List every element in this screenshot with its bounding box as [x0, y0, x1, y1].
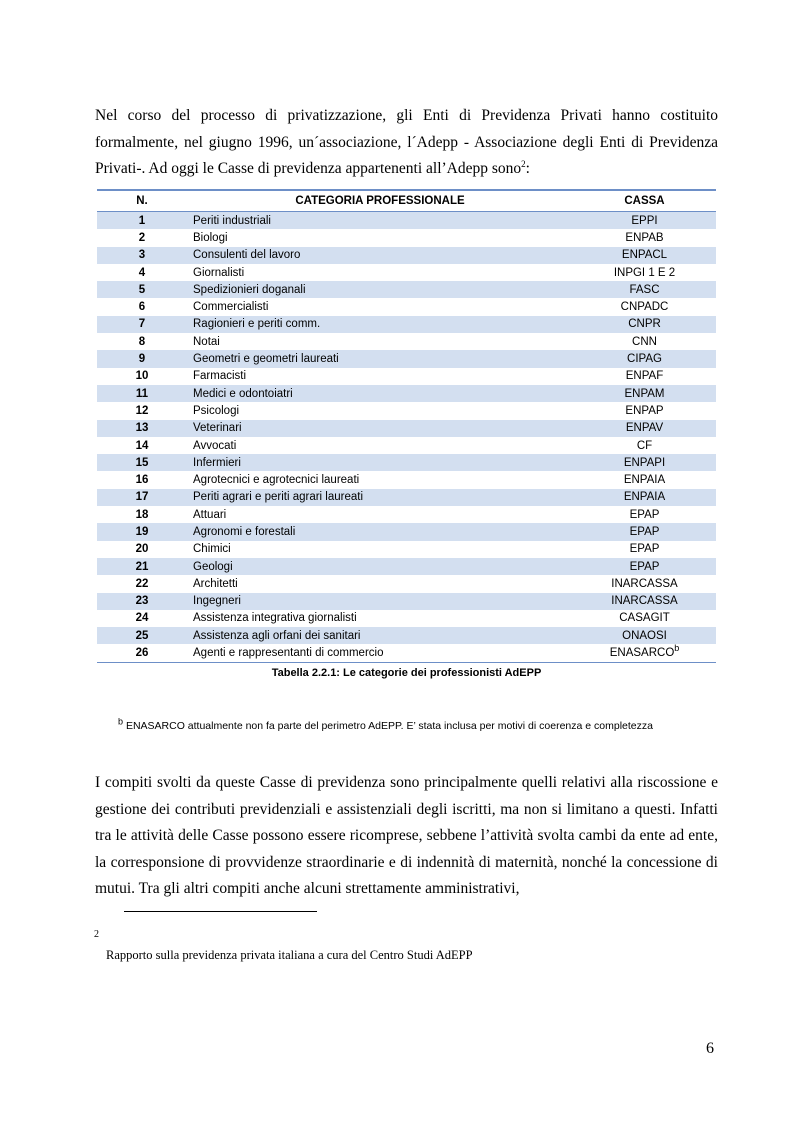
row-cassa-text: CASAGIT — [619, 612, 670, 625]
row-category: Psicologi — [193, 404, 240, 417]
footnote-number: 2 — [94, 929, 99, 940]
row-cassa-text: CIPAG — [627, 353, 662, 366]
table-note-mark: b — [118, 716, 124, 727]
footnote-separator — [124, 911, 317, 912]
table-row — [97, 420, 716, 437]
row-cassa — [573, 420, 716, 437]
row-cassa — [573, 471, 716, 488]
row-cassa — [573, 506, 716, 523]
row-category: Commercialisti — [193, 301, 269, 314]
table-row — [97, 316, 716, 333]
table-row — [97, 471, 716, 488]
table-row — [97, 212, 716, 230]
row-cassa — [573, 558, 716, 575]
footnote-text: Rapporto sulla previdenza privata italiana a cura del Centro Studi AdEPP — [106, 948, 473, 962]
row-cassa-text: ENPAM — [624, 387, 665, 400]
row-cassa-text: ENPAB — [625, 231, 664, 244]
row-category: Assistenza integrativa giornalisti — [193, 612, 357, 625]
row-cassa-text: ENPAF — [625, 370, 664, 383]
row-category: Agronomi e forestali — [193, 525, 296, 538]
row-cassa-text: EPAP — [629, 543, 660, 556]
row-cassa-text: CNN — [632, 335, 657, 348]
table-row — [97, 264, 716, 281]
row-number: 13 — [135, 422, 149, 435]
table-row — [97, 333, 716, 350]
row-cassa-text: FASC — [629, 283, 660, 296]
table-row — [97, 298, 716, 315]
row-category: Chimici — [193, 543, 231, 556]
table-row — [97, 506, 716, 523]
row-number: 22 — [135, 577, 149, 590]
row-cassa-text: EPPI — [631, 214, 658, 227]
table-row — [97, 402, 716, 419]
table-row — [97, 541, 716, 558]
categories-table — [97, 189, 716, 663]
header-category: CATEGORIA PROFESSIONALE — [187, 190, 573, 212]
row-cassa — [573, 541, 716, 558]
row-cassa — [573, 627, 716, 644]
row-cassa — [573, 575, 716, 592]
row-category: Giornalisti — [193, 266, 245, 279]
table-row — [97, 489, 716, 506]
row-number: 5 — [138, 283, 146, 296]
row-number: 18 — [135, 508, 149, 521]
row-number: 10 — [135, 370, 149, 383]
row-cassa — [573, 402, 716, 419]
intro-text: Nel corso del processo di privatizzazione, gli Enti di Previdenza Privati hanno costituito formalmente, nel giugno 1996, un´associazione, l´Adepp - Associazione degli Enti di Previdenza Privati-. Ad oggi le Casse di previdenza appartenenti all’Adepp sono — [95, 107, 718, 177]
page-number: 6 — [706, 1040, 714, 1057]
table-row — [97, 523, 716, 540]
table-row — [97, 385, 716, 402]
row-number: 7 — [138, 318, 146, 331]
table-header-row — [97, 190, 716, 212]
row-cassa — [573, 247, 716, 264]
table-row — [97, 281, 716, 298]
row-category: Notai — [193, 335, 220, 348]
row-cassa-text: EPAP — [629, 508, 660, 521]
table-row — [97, 454, 716, 471]
row-cassa — [573, 264, 716, 281]
row-category: Veterinari — [193, 422, 242, 435]
table-row — [97, 229, 716, 246]
row-category: Periti agrari e periti agrari laureati — [193, 491, 364, 504]
intro-paragraph — [95, 103, 718, 183]
row-number: 19 — [135, 525, 149, 538]
table-row — [97, 350, 716, 367]
table-row — [97, 593, 716, 610]
row-category: Geometri e geometri laureati — [193, 353, 339, 366]
row-category: Spedizionieri doganali — [193, 283, 306, 296]
row-cassa-text: INARCASSA — [611, 595, 678, 608]
row-cassa — [573, 333, 716, 350]
table-note — [118, 716, 738, 732]
row-category: Geologi — [193, 560, 233, 573]
table-row — [97, 627, 716, 644]
row-number: 16 — [135, 474, 149, 487]
table-row — [97, 558, 716, 575]
footnote-ref: 2 — [521, 158, 526, 169]
row-number: 4 — [138, 266, 146, 279]
table-row — [97, 247, 716, 264]
row-category: Periti industriali — [193, 214, 271, 227]
row-cassa-text: ENPAPI — [623, 456, 666, 469]
row-cassa-text: ENPAV — [625, 422, 664, 435]
table-note-text: ENASARCO attualmente non fa parte del perimetro AdEPP. E’ stata inclusa per motivi di coerenza e completezza — [125, 720, 653, 732]
row-category: Medici e odontoiatri — [193, 387, 293, 400]
row-cassa — [573, 593, 716, 610]
row-category: Biologi — [193, 231, 228, 244]
row-category: Assistenza agli orfani dei sanitari — [193, 629, 361, 642]
body-paragraph: I compiti svolti da queste Casse di previdenza sono principalmente quelli relativi alla riscossione e gestione dei contributi previdenziali e assistenziali degli iscritti, ma non si limitano a questi. Infatti tra le attività delle Casse possono essere ricomprese, sebbene l’attività svolta cambi da ente ad ente, la corresponsione di provvidenze straordinarie e di indennità di maternità, nonché la concessione di mutui. Tra gli altri compiti anche alcuni strettamente amministrativi, — [95, 774, 718, 897]
table-row — [97, 437, 716, 454]
header-cassa: CASSA — [573, 190, 716, 212]
row-category: Avvocati — [193, 439, 237, 452]
row-cassa-text: ENPAP — [625, 404, 664, 417]
row-cassa-text: ONAOSI — [622, 629, 667, 642]
row-cassa — [573, 350, 716, 367]
row-number: 9 — [138, 353, 146, 366]
row-category: Agenti e rappresentanti di commercio — [187, 644, 573, 662]
row-cassa — [573, 281, 716, 298]
row-category: Infermieri — [193, 456, 241, 469]
row-number: 26 — [97, 644, 187, 662]
row-category: Ragionieri e periti comm. — [193, 318, 321, 331]
row-cassa-text: CNPR — [628, 318, 661, 331]
header-n: N. — [97, 190, 187, 212]
row-cassa-text: EPAP — [629, 525, 660, 538]
table-caption: Tabella 2.2.1: Le categorie dei professionisti AdEPP — [271, 667, 542, 679]
row-cassa-text: ENASARCO — [609, 647, 675, 660]
row-category: Attuari — [193, 508, 227, 521]
row-number: 23 — [135, 595, 149, 608]
row-cassa — [573, 489, 716, 506]
row-cassa — [573, 385, 716, 402]
row-cassa — [573, 644, 716, 662]
row-cassa — [573, 523, 716, 540]
table-row — [97, 610, 716, 627]
row-cassa-text: EPAP — [629, 560, 660, 573]
row-number: 8 — [138, 335, 146, 348]
row-cassa — [573, 298, 716, 315]
row-note-mark: b — [674, 643, 680, 654]
table-row — [97, 575, 716, 592]
row-cassa — [573, 368, 716, 385]
row-cassa-text: INARCASSA — [611, 577, 678, 590]
row-number: 21 — [135, 560, 149, 573]
row-cassa — [573, 229, 716, 246]
row-cassa-text: CF — [636, 439, 653, 452]
row-number: 6 — [138, 301, 146, 314]
row-cassa — [573, 316, 716, 333]
row-cassa-text: INPGI 1 E 2 — [613, 266, 676, 279]
intro-colon: : — [525, 160, 530, 177]
table-row — [97, 644, 716, 662]
row-cassa-text: ENPAIA — [623, 474, 666, 487]
table-body — [97, 212, 716, 663]
row-cassa-text: ENPAIA — [623, 491, 666, 504]
row-cassa — [573, 212, 716, 230]
row-cassa — [573, 610, 716, 627]
row-number: 17 — [135, 491, 149, 504]
row-category: Architetti — [193, 577, 238, 590]
row-category: Agrotecnici e agrotecnici laureati — [193, 474, 360, 487]
row-number: 25 — [135, 629, 149, 642]
row-cassa — [573, 454, 716, 471]
row-number: 2 — [138, 231, 146, 244]
row-number: 24 — [135, 612, 149, 625]
row-category: Ingegneri — [193, 595, 241, 608]
row-number: 14 — [135, 439, 149, 452]
row-number: 1 — [138, 214, 146, 227]
row-number: 20 — [135, 543, 149, 556]
row-category: Farmacisti — [193, 370, 247, 383]
row-number: 12 — [135, 404, 149, 417]
row-number: 11 — [135, 387, 149, 400]
row-category: Consulenti del lavoro — [193, 249, 301, 262]
row-cassa-text: ENPACL — [621, 249, 668, 262]
row-cassa-text: CNPADC — [620, 301, 669, 314]
table-row — [97, 368, 716, 385]
row-number: 3 — [138, 249, 146, 262]
row-number: 15 — [135, 456, 149, 469]
row-cassa — [573, 437, 716, 454]
